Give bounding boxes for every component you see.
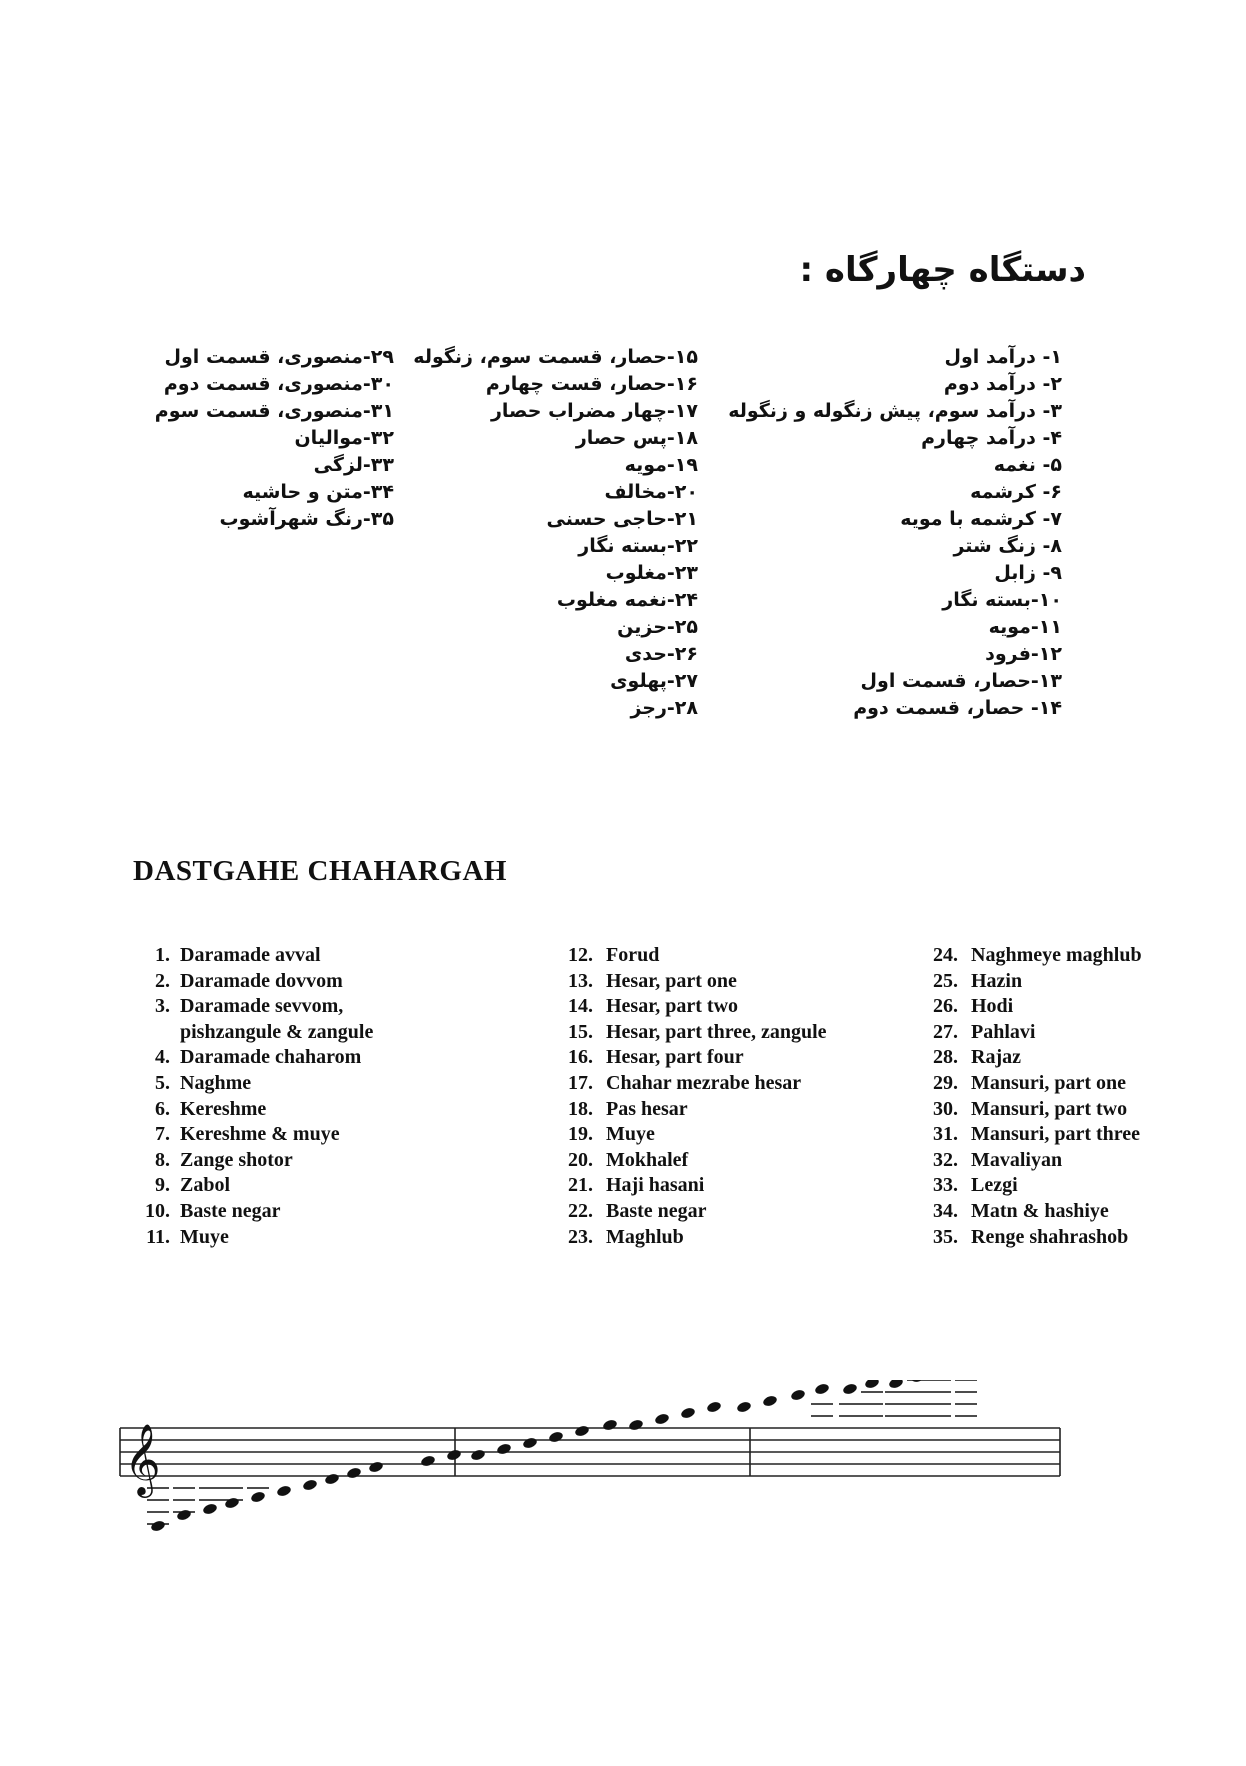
item-number [130, 1020, 180, 1046]
list-item [130, 1097, 510, 1123]
item-text: Chahar mezrabe hesar [606, 1071, 802, 1094]
quarter-note-icon [888, 1380, 904, 1390]
item-text: Hesar, part two [606, 995, 739, 1018]
item-number: 21. [568, 1174, 593, 1197]
list-item: ۶- کرشمه [970, 481, 1062, 503]
list-item [130, 1148, 510, 1174]
item-number: 4. [155, 1046, 170, 1069]
list-item [568, 1097, 898, 1123]
list-item [933, 1173, 1183, 1199]
list-item: ۳۰-منصوری، قسمت دوم [163, 373, 394, 395]
item-text: Naghmeye maghlub [971, 944, 1142, 966]
item-number: 17. [568, 1071, 593, 1094]
list-item [933, 994, 1183, 1020]
list-item [933, 1225, 1183, 1251]
list-item: ۱۳-حصار، قسمت اول [860, 670, 1062, 692]
list-item: ۲۲-بسته نگار [578, 535, 698, 557]
quarter-note-icon [250, 1490, 266, 1503]
item-text: Baste negar [606, 1199, 707, 1222]
item-number: 19. [568, 1123, 593, 1146]
persian-list-column-3 [154, 344, 394, 533]
list-item: ۲۰-مخالف [604, 481, 698, 503]
list-item: ۱۲-فرود [985, 643, 1062, 665]
list-item: ۳۵-رنگ شهرآشوب [219, 508, 394, 530]
quarter-note-icon [496, 1442, 512, 1455]
quarter-note-icon [368, 1460, 384, 1473]
staff-lines [120, 1428, 1060, 1476]
item-number: 32. [933, 1148, 958, 1171]
item-text: Pas hesar [606, 1097, 688, 1120]
item-number: 11. [146, 1225, 170, 1248]
item-number: 30. [933, 1097, 958, 1120]
item-text: Matn & hashiye [971, 1199, 1109, 1222]
list-item [130, 969, 510, 995]
list-item [568, 994, 898, 1020]
item-number: 5. [155, 1071, 170, 1094]
list-item: ۲۱-حاجی حسنی [546, 508, 698, 530]
list-item: ۹- زابل [994, 562, 1062, 584]
list-item: ۸- زنگ شتر [953, 535, 1062, 557]
list-item [568, 1122, 898, 1148]
list-item [568, 1071, 898, 1097]
quarter-note-icon [814, 1382, 830, 1395]
list-item [568, 1148, 898, 1174]
list-item [130, 994, 510, 1020]
english-list-column-1 [130, 943, 510, 1250]
list-item: ۲۹-منصوری، قسمت اول [164, 346, 394, 368]
list-item [130, 943, 510, 969]
quarter-note-icon [790, 1388, 806, 1401]
item-text: Hazin [971, 969, 1023, 992]
item-number: 2. [155, 969, 170, 992]
item-text: Mansuri, part one [971, 1071, 1126, 1094]
quarter-note-icon [346, 1466, 362, 1479]
list-item: ۲۵-حزین [617, 616, 698, 638]
item-text: Forud [606, 944, 660, 966]
english-title: DASTGAHE CHAHARGAH [133, 855, 507, 887]
list-item: ۳- درآمد سوم، پیش زنگوله و زنگوله [728, 400, 1062, 422]
item-number: 10. [145, 1199, 170, 1222]
item-number: 7. [155, 1123, 170, 1146]
item-number: 33. [933, 1174, 958, 1197]
item-text: Naghme [180, 1071, 252, 1094]
quarter-note-icon [680, 1406, 696, 1419]
list-item: ۲۴-نغمه مغلوب [556, 589, 698, 611]
item-text: Daramade chaharom [180, 1046, 362, 1069]
quarter-note-icon [302, 1478, 318, 1491]
list-item: ۱۷-چهار مضراب حصار [490, 400, 698, 422]
quarter-note-icon [574, 1424, 590, 1437]
item-number: 28. [933, 1046, 958, 1069]
list-item [933, 1045, 1183, 1071]
item-number: 18. [568, 1097, 593, 1120]
list-item: ۲۷-پهلوی [610, 670, 698, 692]
list-item [130, 1173, 510, 1199]
english-list-column-2 [568, 943, 898, 1250]
quarter-note-icon [446, 1448, 462, 1461]
list-item [933, 1199, 1183, 1225]
english-list-column-3 [933, 943, 1183, 1250]
list-item [933, 1148, 1183, 1174]
quarter-note-icon [628, 1418, 644, 1431]
list-item [568, 1020, 898, 1046]
item-text: Haji hasani [606, 1174, 705, 1197]
quarter-note-icon [864, 1380, 880, 1390]
item-number: 9. [155, 1174, 170, 1197]
scale-notation [110, 1380, 1070, 1540]
item-number: 8. [155, 1148, 170, 1171]
item-number: 24. [933, 944, 958, 966]
item-number: 1. [155, 944, 170, 966]
list-item [933, 1020, 1183, 1046]
item-text: Hesar, part three, zangule [606, 1020, 827, 1043]
quarter-note-icon [276, 1484, 292, 1497]
list-item [130, 1045, 510, 1071]
item-text: Maghlub [606, 1225, 684, 1248]
quarter-note-icon [842, 1382, 858, 1395]
list-item: ۷- کرشمه با مویه [900, 508, 1062, 530]
quarter-note-icon [522, 1436, 538, 1449]
item-number: 22. [568, 1199, 593, 1222]
list-item: ۱۱-مویه [988, 616, 1062, 638]
item-number: 31. [933, 1123, 958, 1146]
list-item [568, 1199, 898, 1225]
list-item [130, 1071, 510, 1097]
item-number: 3. [155, 995, 170, 1018]
item-text: Rajaz [971, 1046, 1021, 1069]
item-text: Zange shotor [180, 1148, 293, 1171]
list-item: ۱۹-مویه [624, 454, 698, 476]
item-number: 12. [568, 944, 593, 966]
item-number: 14. [568, 995, 593, 1018]
list-item [933, 1122, 1183, 1148]
item-text: Mokhalef [606, 1148, 689, 1171]
item-number: 23. [568, 1225, 593, 1248]
list-item: ۳۱-منصوری، قسمت سوم [154, 400, 394, 422]
item-text: Hesar, part one [606, 969, 737, 992]
item-number: 34. [933, 1199, 958, 1222]
item-text: Zabol [180, 1174, 231, 1197]
list-item [130, 1199, 510, 1225]
item-text: Mansuri, part three [971, 1123, 1141, 1146]
item-number: 29. [933, 1071, 958, 1094]
item-text: Muye [606, 1123, 655, 1146]
persian-list-column-1 [722, 344, 1062, 722]
list-item [568, 969, 898, 995]
quarter-note-icon [548, 1430, 564, 1443]
list-item [568, 1225, 898, 1251]
item-text: Muye [180, 1225, 229, 1248]
item-text: Hodi [971, 995, 1014, 1018]
list-item: ۳۲-موالیان [294, 427, 394, 449]
list-item: ۱۰-بسته نگار [942, 589, 1062, 611]
list-item [933, 943, 1183, 969]
item-number: 13. [568, 969, 593, 992]
quarter-note-icon [224, 1496, 240, 1509]
item-text: Renge shahrashob [971, 1225, 1129, 1248]
list-item [933, 1097, 1183, 1123]
list-item [130, 1020, 510, 1046]
list-item: ۱۵-حصار، قسمت سوم، زنگوله [413, 346, 698, 368]
item-number: 26. [933, 995, 958, 1018]
quarter-note-icon [202, 1502, 218, 1515]
list-item: ۳۴-متن و حاشیه [242, 481, 394, 503]
quarter-note-icon [762, 1394, 778, 1407]
persian-title: دستگاه چهارگاه : [799, 250, 1086, 290]
item-text: Mansuri, part two [971, 1097, 1128, 1120]
list-item [568, 943, 898, 969]
item-number: 15. [568, 1020, 593, 1043]
list-item: ۲۳-مغلوب [605, 562, 698, 584]
list-item: ۱۴- حصار، قسمت دوم [853, 697, 1062, 719]
quarter-note-icon [706, 1400, 722, 1413]
item-text: Daramade dovvom [180, 969, 343, 992]
item-number: 35. [933, 1225, 958, 1248]
item-text: pishzangule & zangule [180, 1020, 374, 1043]
list-item: ۱۸-پس حصار [575, 427, 698, 449]
item-number: 27. [933, 1020, 958, 1043]
item-number: 6. [155, 1097, 170, 1120]
list-item: ۱- درآمد اول [944, 346, 1062, 368]
list-item [568, 1173, 898, 1199]
quarter-note-icon [736, 1400, 752, 1413]
list-item: ۵- نغمه [993, 454, 1062, 476]
list-item: ۱۶-حصار، قست چهارم [485, 373, 698, 395]
quarter-note-icon [176, 1508, 192, 1521]
item-number: 25. [933, 969, 958, 992]
persian-list-column-2 [413, 344, 698, 722]
notes [147, 1380, 977, 1533]
item-text: Baste negar [180, 1199, 281, 1222]
quarter-note-icon [470, 1448, 486, 1461]
list-item [933, 969, 1183, 995]
list-item: ۲۶-حدی [624, 643, 698, 665]
list-item: ۲۸-رجز [630, 697, 698, 719]
list-item [568, 1045, 898, 1071]
item-text: Kereshme [180, 1097, 267, 1120]
quarter-note-icon [324, 1472, 340, 1485]
quarter-note-icon [150, 1519, 166, 1532]
item-text: Hesar, part four [606, 1046, 744, 1069]
item-text: Daramade sevvom, [180, 995, 344, 1018]
item-number: 20. [568, 1148, 593, 1171]
treble-clef-icon: 𝄞 [124, 1422, 161, 1495]
list-item [933, 1071, 1183, 1097]
list-item: ۲- درآمد دوم [943, 373, 1062, 395]
item-text: Mavaliyan [971, 1148, 1063, 1171]
quarter-note-icon [654, 1412, 670, 1425]
quarter-note-icon [420, 1454, 436, 1467]
list-item [130, 1225, 510, 1251]
item-text: Lezgi [971, 1174, 1018, 1197]
list-item: ۳۳-لزگی [313, 454, 394, 476]
list-item [130, 1122, 510, 1148]
item-text: Pahlavi [971, 1020, 1036, 1043]
item-text: Daramade avval [180, 944, 321, 966]
item-number: 16. [568, 1046, 593, 1069]
item-text: Kereshme & muye [180, 1123, 340, 1146]
quarter-note-icon [602, 1418, 618, 1431]
list-item: ۴- درآمد چهارم [921, 427, 1062, 449]
